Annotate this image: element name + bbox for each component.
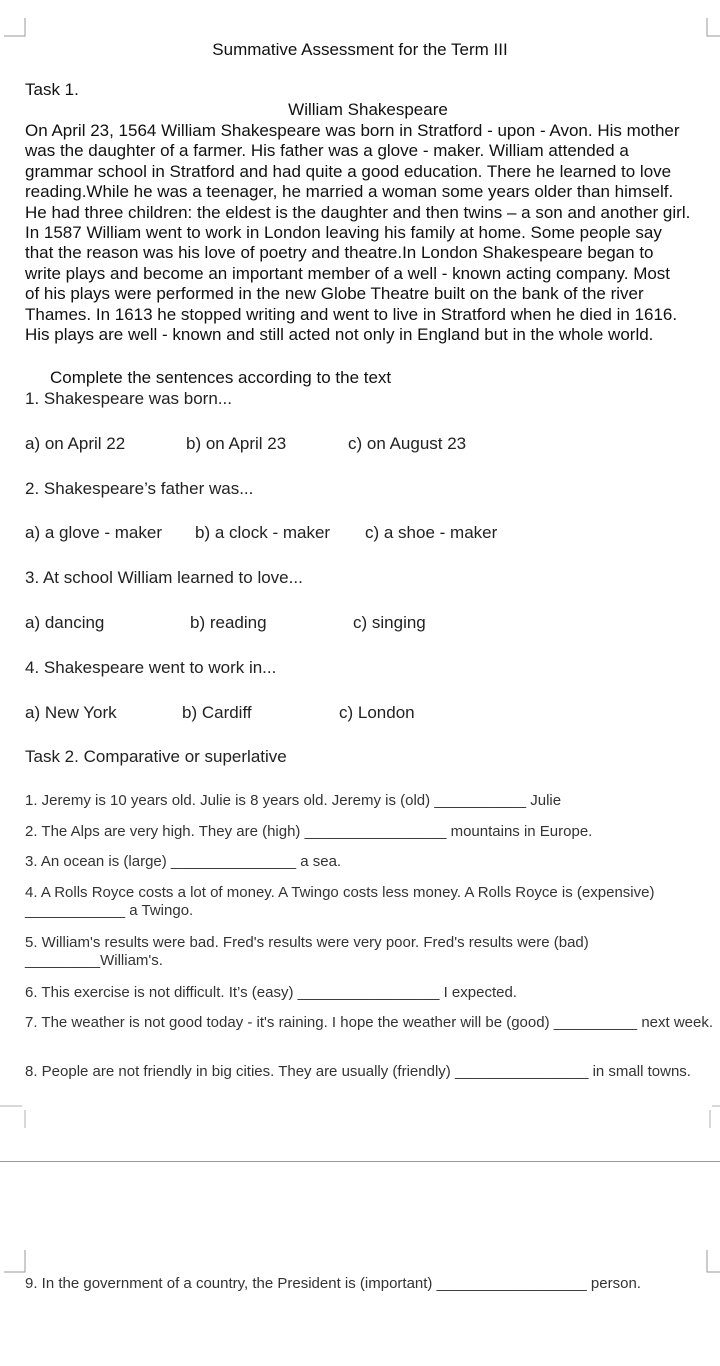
page-corner-mark bbox=[704, 18, 720, 40]
question-4: 4. Shakespeare went to work in... bbox=[25, 658, 277, 677]
task2-heading bbox=[25, 747, 287, 767]
exercise-item-9: 9. In the government of a country, the President is (important) __________________ person. bbox=[25, 1275, 641, 1292]
page-corner-mark bbox=[2, 1250, 28, 1278]
option-2c: c) a shoe - maker bbox=[365, 523, 498, 542]
paragraph-line: was the daughter of a farmer. His father was a glove - maker. William attended a bbox=[25, 141, 629, 161]
exercise-item-1: 1. Jeremy is 10 years old. Julie is 8 years old. Jeremy is (old) ___________ Julie bbox=[25, 792, 562, 809]
exercise-item-5: 5. William's results were bad. Fred's results were very poor. Fred's results were (bad) _________William's. bbox=[25, 934, 589, 969]
exercise-item-2: 2. The Alps are very high. They are (high) _________________ mountains in Europe. bbox=[25, 823, 593, 840]
option-2a: a) a glove - maker bbox=[25, 523, 162, 542]
option-1c: c) on August 23 bbox=[348, 434, 467, 453]
page-corner-mark bbox=[700, 1104, 720, 1130]
page-corner-mark bbox=[2, 18, 28, 40]
paragraph-line: grammar school in Stratford and had quite a good education. There he learned to love bbox=[25, 161, 672, 181]
story-paragraph bbox=[25, 121, 720, 345]
paragraph-line: His plays are well - known and still acted not only in England but in the whole world. bbox=[25, 325, 654, 345]
page-corner-mark bbox=[704, 1250, 720, 1278]
option-4b: b) Cardiff bbox=[182, 703, 252, 722]
paragraph-line: He had three children: the eldest is the daughter and then twins – a son and another girl. bbox=[25, 202, 691, 222]
paragraph-line: In 1587 William went to work in London leaving his family at home. Some people say bbox=[25, 223, 662, 243]
instruction: Complete the sentences according to the text bbox=[50, 368, 392, 387]
option-1b: b) on April 23 bbox=[186, 434, 287, 453]
option-4a: a) New York bbox=[25, 703, 117, 722]
paragraph-line: that the reason was his love of poetry and theatre.In London Shakespeare began to bbox=[25, 243, 654, 263]
option-4c: c) London bbox=[339, 703, 415, 722]
paragraph-line: reading.While he was a teenager, he married a woman some years older than himself. bbox=[25, 182, 674, 202]
paragraph-line: of his plays were performed in the new Globe Theatre built on the bank of the river bbox=[25, 284, 644, 304]
option-2b: b) a clock - maker bbox=[195, 523, 331, 542]
question-1: 1. Shakespeare was born... bbox=[25, 389, 232, 408]
story-title: William Shakespeare bbox=[288, 100, 448, 119]
exercise-item-6: 6. This exercise is not difficult. It’s (easy) _________________ I expected. bbox=[25, 984, 517, 1001]
task2-label: Task 2. bbox=[25, 747, 79, 766]
option-3b: b) reading bbox=[190, 613, 267, 632]
question-3: 3. At school William learned to love... bbox=[25, 568, 303, 587]
paragraph-line: Thames. In 1613 he stopped writing and went to live in Stratford when he died in 1616. bbox=[25, 304, 678, 324]
task1-label: Task 1. bbox=[25, 80, 79, 99]
task2-title: Comparative or superlative bbox=[83, 747, 287, 766]
option-3c: c) singing bbox=[353, 613, 426, 632]
page-corner-mark bbox=[0, 1104, 30, 1130]
exercise-item-3: 3. An ocean is (large) _______________ a sea. bbox=[25, 853, 342, 870]
exercise-item-7: 7. The weather is not good today - it's raining. I hope the weather will be (good) __________ next week. bbox=[25, 1014, 714, 1031]
paragraph-line: write plays and become an important member of a well - known acting company. Most bbox=[25, 263, 671, 283]
exercise-item-8: 8. People are not friendly in big cities. They are usually (friendly) ________________ in small towns. bbox=[25, 1063, 691, 1080]
page-break-divider bbox=[0, 1161, 720, 1162]
paragraph-line: On April 23, 1564 William Shakespeare was born in Stratford - upon - Avon. His mother bbox=[25, 121, 680, 140]
exercise-item-4: 4. A Rolls Royce costs a lot of money. A Twingo costs less money. A Rolls Royce is (expensive) ____________ a Twingo. bbox=[25, 884, 655, 919]
document-title: Summative Assessment for the Term III bbox=[212, 40, 508, 59]
question-2: 2. Shakespeare’s father was... bbox=[25, 479, 254, 498]
option-3a: a) dancing bbox=[25, 613, 105, 632]
option-1a: a) on April 22 bbox=[25, 434, 126, 453]
